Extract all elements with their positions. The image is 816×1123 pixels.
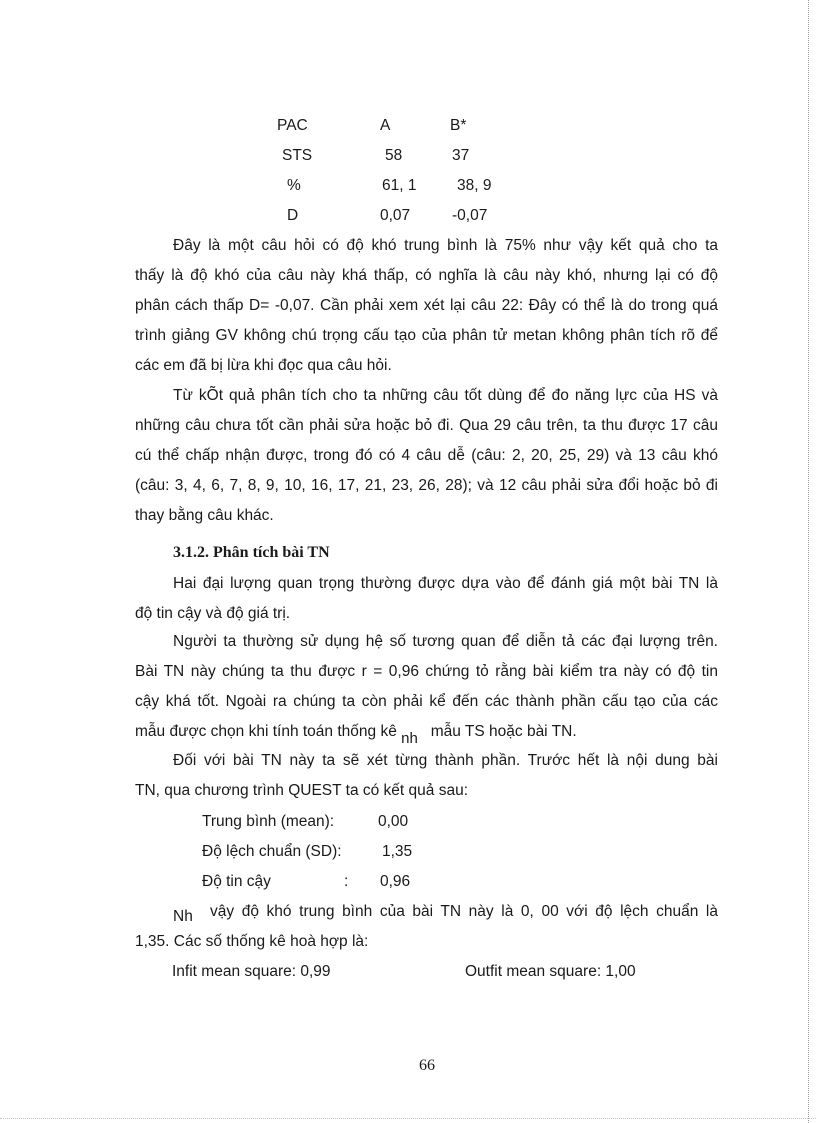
table-cell: 37 (452, 147, 470, 164)
page-border-right (808, 0, 809, 1123)
table-cell: STS (282, 147, 313, 164)
paragraph-line: Đối với bài TN này ta sẽ xét từng thành phần. Trước hết là nội dung bài (173, 752, 718, 769)
paragraph-5 (135, 746, 718, 806)
stat-label: Độ tin cậy (202, 873, 271, 890)
table-header-b: B* (450, 117, 467, 134)
subscript-text: nh (401, 730, 418, 747)
stat-value: 0,96 (380, 873, 411, 890)
page-number: 66 (419, 1057, 435, 1074)
paragraph-line: Người ta thường sử dụng hệ số tương quan để diễn tả các đại lượng trên. (173, 633, 718, 650)
paragraph-6-line: vậy độ khó trung bình của bài TN này là 0, 00 với độ lệch chuẩn là (210, 903, 718, 920)
paragraph-line: (câu: 3, 4, 6, 7, 8, 9, 10, 16, 17, 21, 23, 26, 28); và 12 câu phải sửa đổi hoặc bỏ đi (135, 477, 718, 494)
table-cell: 38, 9 (457, 177, 492, 194)
paragraph-line: các em đã bị lừa khi đọc qua câu hỏi. (135, 357, 392, 374)
stat-value: 1,35 (382, 843, 413, 860)
paragraph-6-lead: Nh (173, 908, 193, 925)
table-cell: % (287, 177, 301, 194)
paragraph-line: thấy là độ khó của câu này khá thấp, có nghĩa là câu này khó, nhưng lại có độ (135, 267, 718, 284)
paragraph-4 (135, 627, 718, 747)
paragraph-text: mẫu được chọn khi tính toán thống kê (135, 723, 397, 740)
paragraph-2 (135, 381, 718, 531)
stat-label: Trung bình (mean): (202, 813, 335, 830)
paragraph-line: Từ kÕt quả phân tích cho ta những câu tốt dùng để đo năng lực của HS và (173, 387, 718, 404)
table-header-pac: PAC (277, 117, 308, 134)
paragraph-line: thay bằng câu khác. (135, 507, 274, 524)
paragraph-line: TN, qua chương trình QUEST ta có kết quả sau: (135, 782, 469, 799)
paragraph-1 (135, 231, 718, 381)
paragraph-text: mẫu TS hoặc bài TN. (430, 723, 577, 740)
paragraph-3 (135, 569, 718, 629)
paragraph-line: Đây là một câu hỏi có độ khó trung bình là 75% như vậy kết quả cho ta (173, 237, 718, 254)
page-border-bottom (0, 1118, 816, 1119)
table-cell: 58 (385, 147, 403, 164)
paragraph-line: trình giảng GV không chú trọng cấu tạo của phân tử metan không phân tích rõ để (135, 327, 718, 344)
infit-mean-square: Infit mean square: 0,99 (172, 963, 331, 980)
table-cell: 61, 1 (382, 177, 417, 194)
paragraph-line: Hai đại lượng quan trọng thường được dựa vào để đánh giá một bài TN là (173, 575, 718, 592)
paragraph-line: độ tin cậy và độ giá trị. (135, 605, 291, 622)
paragraph-line: Bài TN này chúng ta thu được r = 0,96 chứng tỏ rằng bài kiểm tra này có độ tin (135, 663, 718, 680)
stat-value: 0,00 (378, 813, 409, 830)
table-cell: 0,07 (380, 207, 411, 224)
outfit-mean-square: Outfit mean square: 1,00 (465, 963, 636, 980)
paragraph-line: cậy khá tốt. Ngoài ra chúng ta còn phải kể đến các thành phần cấu tạo của các (135, 693, 718, 710)
stat-label: Độ lệch chuẩn (SD): (202, 843, 342, 860)
stat-separator: : (344, 873, 349, 890)
table-cell: D (287, 207, 299, 224)
section-heading: 3.1.2. Phân tích bài TN (173, 544, 330, 561)
table-cell: -0,07 (452, 207, 488, 224)
paragraph-line: những câu chưa tốt cần phải sửa hoặc bỏ đi. Qua 29 câu trên, ta thu được 17 câu (135, 417, 718, 434)
paragraph-6-line: 1,35. Các số thống kê hoà hợp là: (135, 933, 369, 950)
paragraph-line: cú thể chấp nhận được, trong đó có 4 câu dễ (câu: 2, 20, 25, 29) và 13 câu khó (135, 447, 718, 464)
table-header-a: A (380, 117, 391, 134)
paragraph-line: phân cách thấp D= -0,07. Cần phải xem xét lại câu 22: Đây có thể là do trong quá (135, 297, 718, 314)
paragraph-line-with-subscript (135, 717, 718, 747)
